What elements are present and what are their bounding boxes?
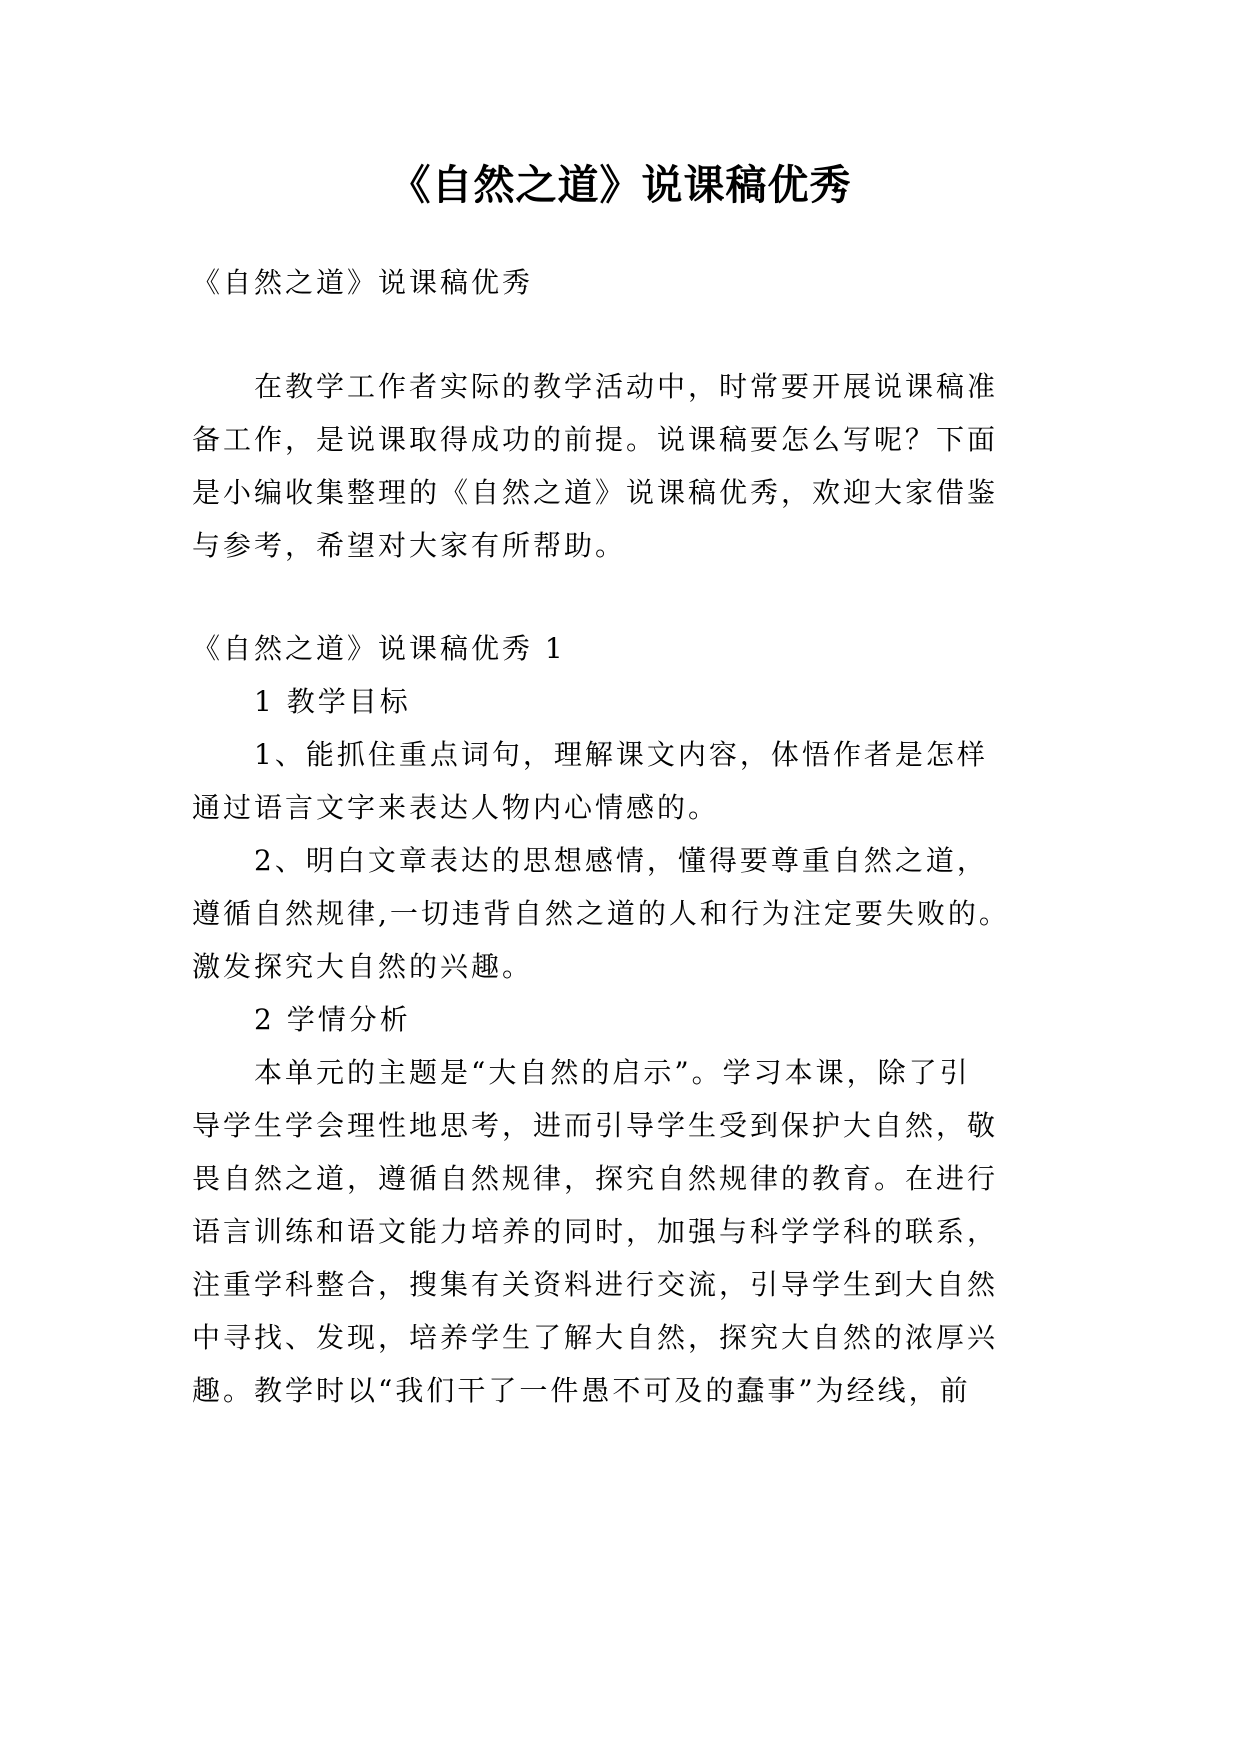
analysis-line: 趣。教学时以“我们干了一件愚不可及的蠢事”为经线，前: [192, 1374, 971, 1407]
goal-line: 通过语言文字来表达人物内心情感的。: [192, 791, 720, 824]
goal-line: 2、明白文章表达的思想感情，懂得要尊重自然之道，: [254, 844, 988, 877]
subsection-heading: 2 学情分析: [254, 1003, 411, 1036]
document-subtitle: 《自然之道》说课稿优秀: [192, 266, 534, 299]
goal-line: 激发探究大自然的兴趣。: [192, 950, 534, 983]
analysis-line: 语言训练和语文能力培养的同时，加强与科学学科的联系，: [192, 1215, 999, 1248]
intro-line: 与参考，希望对大家有所帮助。: [192, 529, 627, 562]
section-heading: 《自然之道》说课稿优秀 1: [192, 632, 566, 665]
analysis-line: 畏自然之道，遵循自然规律，探究自然规律的教育。在进行: [192, 1162, 999, 1195]
analysis-line: 中寻找、发现，培养学生了解大自然，探究大自然的浓厚兴: [192, 1321, 999, 1354]
analysis-line: 导学生学会理性地思考，进而引导学生受到保护大自然，敬: [192, 1109, 999, 1142]
analysis-line: 注重学科整合，搜集有关资料进行交流，引导学生到大自然: [192, 1268, 999, 1301]
goal-line: 1、能抓住重点词句，理解课文内容，体悟作者是怎样: [254, 738, 988, 771]
intro-line: 是小编收集整理的《自然之道》说课稿优秀，欢迎大家借鉴: [192, 476, 999, 509]
intro-line: 在教学工作者实际的教学活动中，时常要开展说课稿准: [254, 370, 999, 403]
goal-line: 遵循自然规律,一切违背自然之道的人和行为注定要失败的。: [192, 897, 1010, 930]
analysis-line: 本单元的主题是“大自然的启示”。学习本课，除了引: [254, 1056, 971, 1089]
subsection-heading: 1 教学目标: [254, 685, 411, 718]
intro-line: 备工作，是说课取得成功的前提。说课稿要怎么写呢？下面: [192, 423, 999, 456]
document-title: 《自然之道》说课稿优秀: [389, 161, 852, 209]
